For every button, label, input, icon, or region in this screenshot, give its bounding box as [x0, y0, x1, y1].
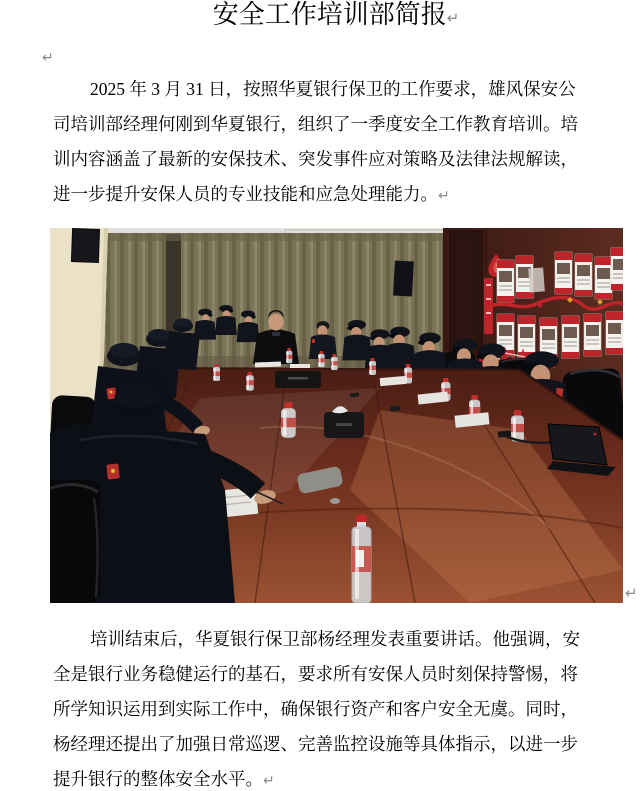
- body-text-line: [53, 692, 613, 727]
- body-text-line: [53, 762, 613, 791]
- body-text-line: [53, 622, 613, 657]
- paragraph-mark-icon: ↵: [446, 9, 460, 27]
- body-text: 进一步提升安保人员的专业技能和应急处理能力。: [53, 184, 438, 204]
- body-text: 杨经理还提出了加强日常巡逻、完善监控设施等具体指示，以进一步: [53, 734, 578, 754]
- body-text-line: [53, 177, 613, 212]
- body-text: 所学知识运用到实际工作中，确保银行资产和客户安全无虞。同时，: [53, 699, 578, 719]
- paragraph-mark-icon: ↵: [263, 773, 275, 789]
- body-text-line: [53, 107, 613, 142]
- body-text: 2025 年 3 月 31 日，按照华夏银行保卫的工作要求，雄风保安公: [90, 79, 576, 99]
- foreground-bottle: [352, 515, 371, 603]
- body-text-line: [53, 142, 613, 177]
- page-title: 安全工作培训部简报: [212, 0, 447, 29]
- body-text: 提升银行的整体安全水平。: [53, 769, 263, 789]
- body-text: 司培训部经理何刚到华夏银行，组织了一季度安全工作教育培训。培: [53, 114, 578, 134]
- wall-speaker: [71, 229, 99, 263]
- body-text: 培训结束后，华夏银行保卫部杨经理发表重要讲话。他强调，安: [90, 629, 580, 649]
- body-text-line: [53, 657, 613, 692]
- wall-speaker: [393, 261, 414, 297]
- body-text-line: [53, 72, 613, 107]
- body-text: 训内容涵盖了最新的安保技术、突发事件应对策略及法律法规解读，: [53, 149, 578, 169]
- body-text-line: [53, 727, 613, 762]
- paragraph-mark-icon: ↵: [625, 584, 638, 602]
- paragraph-mark-icon: ↵: [42, 50, 54, 66]
- office-chair-front: [50, 480, 100, 603]
- paragraph-2: [53, 622, 613, 791]
- meeting-photo: [50, 228, 623, 603]
- paragraph-1: [53, 72, 613, 212]
- title-line: [15, 0, 642, 33]
- paragraph-mark-icon: ↵: [438, 188, 450, 204]
- body-text: 全是银行业务稳健运行的基石，要求所有安保人员时刻保持警惕，将: [53, 664, 578, 684]
